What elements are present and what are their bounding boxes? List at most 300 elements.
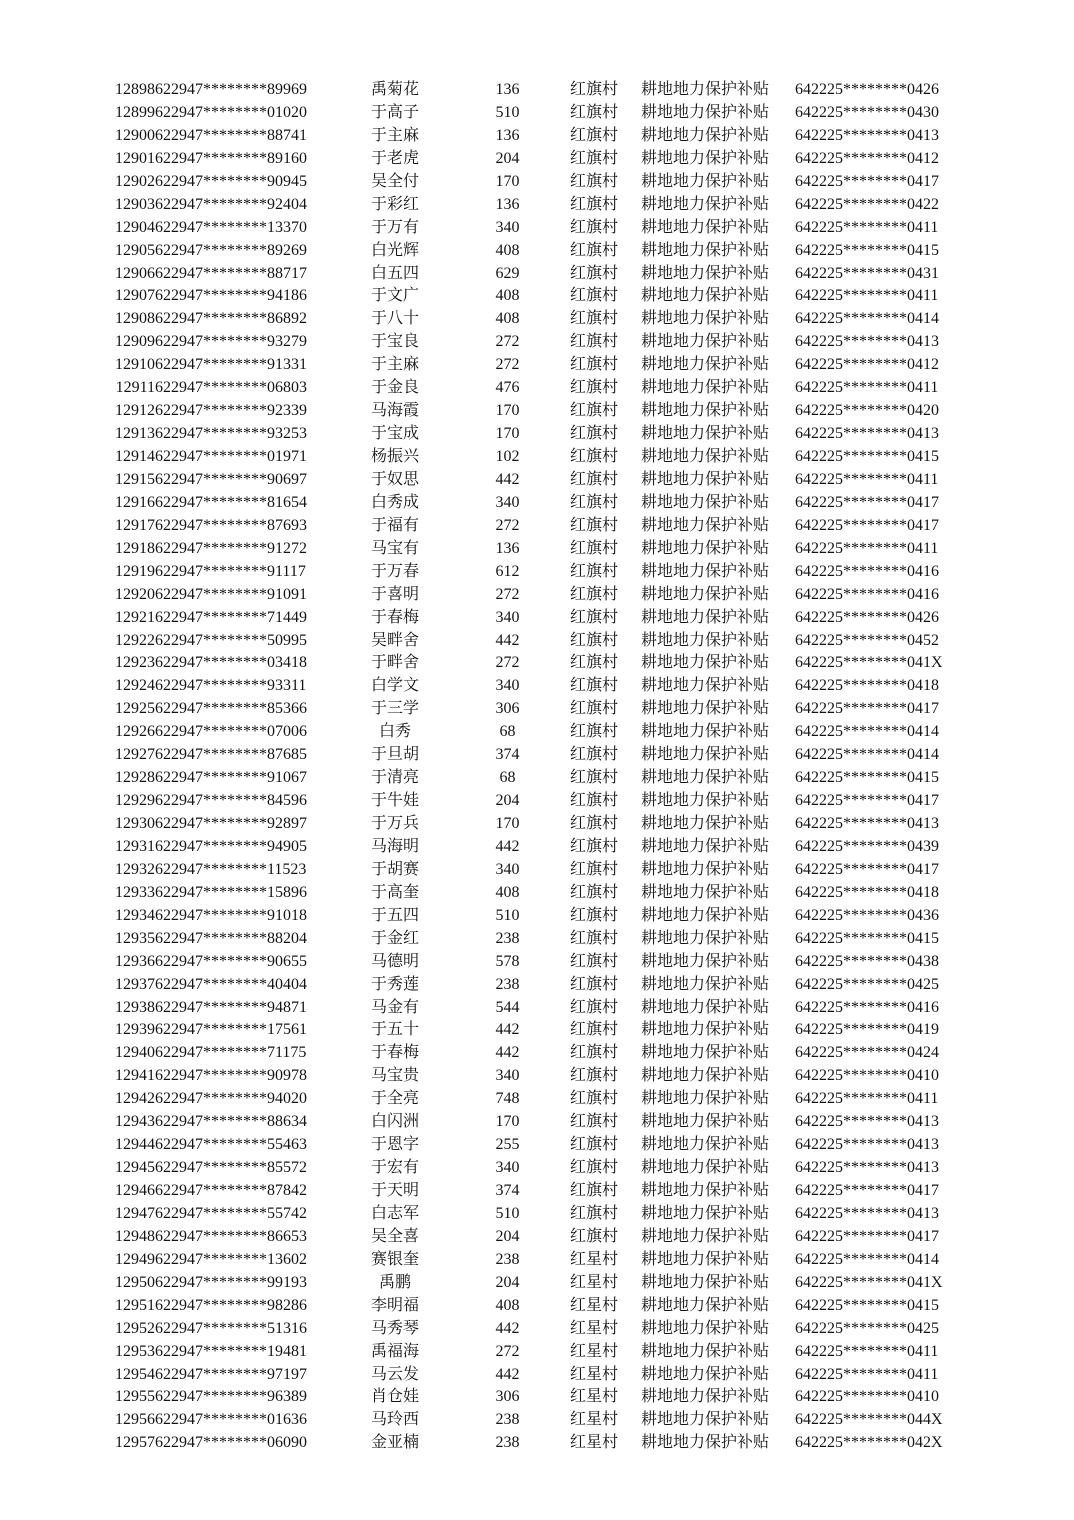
cell-id-number: 622947********13602 [155,1250,307,1268]
cell-account-number: 642225********0438 [795,952,939,970]
cell-village: 红旗村 [570,952,619,970]
cell-id-number: 622947********93311 [155,677,307,695]
table-row [95,377,965,400]
table-row [95,308,965,331]
cell-holder-name: 于春梅 [370,1044,419,1062]
cell-id-number: 622947********94020 [155,1090,307,1108]
cell-sequence-number: 12928 [115,769,155,787]
cell-subsidy-type: 耕地地力保护补贴 [640,425,769,443]
cell-id-number: 622947********40404 [155,975,307,993]
cell-id-number: 622947********92339 [155,402,307,420]
cell-amount: 68 [499,769,516,787]
table-row [95,561,965,584]
cell-subsidy-type: 耕地地力保护补贴 [640,1113,769,1131]
cell-subsidy-type: 耕地地力保护补贴 [640,1021,769,1039]
cell-village: 红旗村 [570,860,619,878]
cell-holder-name: 于宏有 [370,1159,419,1177]
cell-holder-name: 马宝有 [370,539,419,557]
cell-amount: 442 [495,1365,520,1383]
table-row [95,285,965,308]
cell-holder-name: 白五四 [370,264,419,282]
cell-account-number: 642225********0413 [795,425,939,443]
cell-holder-name: 马海霞 [370,402,419,420]
cell-subsidy-type: 耕地地力保护补贴 [640,1067,769,1085]
cell-village: 红旗村 [570,1227,619,1245]
table-row [95,148,965,171]
cell-sequence-number: 12910 [115,356,155,374]
cell-sequence-number: 12908 [115,310,155,328]
cell-subsidy-type: 耕地地力保护补贴 [640,1342,769,1360]
cell-sequence-number: 12926 [115,723,155,741]
cell-amount: 476 [495,379,520,397]
table-row [95,1111,965,1134]
cell-sequence-number: 12942 [115,1090,155,1108]
cell-id-number: 622947********90697 [155,470,307,488]
cell-holder-name: 马金有 [370,998,419,1016]
cell-amount: 272 [495,654,520,672]
cell-account-number: 642225********041X [795,654,943,672]
cell-id-number: 622947********89269 [155,241,307,259]
cell-sequence-number: 12945 [115,1159,155,1177]
cell-holder-name: 于五四 [370,906,419,924]
cell-village: 红旗村 [570,493,619,511]
cell-subsidy-type: 耕地地力保护补贴 [640,631,769,649]
cell-account-number: 642225********0410 [795,1388,939,1406]
table-row [95,492,965,515]
cell-id-number: 622947********81654 [155,493,307,511]
cell-id-number: 622947********90978 [155,1067,307,1085]
cell-village: 红旗村 [570,723,619,741]
cell-village: 红旗村 [570,1044,619,1062]
cell-village: 红星村 [570,1342,619,1360]
cell-sequence-number: 12936 [115,952,155,970]
cell-holder-name: 马宝贵 [370,1067,419,1085]
cell-holder-name: 白学文 [370,677,419,695]
cell-subsidy-type: 耕地地力保护补贴 [640,241,769,259]
cell-sequence-number: 12901 [115,149,155,167]
cell-village: 红旗村 [570,746,619,764]
cell-amount: 136 [495,539,520,557]
cell-subsidy-type: 耕地地力保护补贴 [640,1273,769,1291]
cell-subsidy-type: 耕地地力保护补贴 [640,470,769,488]
cell-amount: 544 [495,998,520,1016]
table-row [95,859,965,882]
cell-id-number: 622947********93279 [155,333,307,351]
cell-subsidy-type: 耕地地力保护补贴 [640,218,769,236]
cell-holder-name: 于全亮 [370,1090,419,1108]
cell-id-number: 622947********91067 [155,769,307,787]
cell-holder-name: 马玲西 [370,1411,419,1429]
cell-subsidy-type: 耕地地力保护补贴 [640,310,769,328]
cell-id-number: 622947********87693 [155,516,307,534]
cell-account-number: 642225********0424 [795,1044,939,1062]
cell-amount: 170 [495,172,520,190]
cell-subsidy-type: 耕地地力保护补贴 [640,883,769,901]
cell-account-number: 642225********0416 [795,998,939,1016]
cell-holder-name: 白秀成 [370,493,419,511]
cell-holder-name: 于奴思 [370,470,419,488]
cell-account-number: 642225********0413 [795,815,939,832]
cell-village: 红旗村 [570,172,619,190]
cell-holder-name: 于万兵 [370,815,419,832]
cell-holder-name: 吴全付 [370,172,419,190]
cell-id-number: 622947********91091 [155,585,307,603]
cell-account-number: 642225********0411 [795,1365,939,1383]
cell-account-number: 642225********0413 [795,1136,939,1154]
cell-id-number: 622947********94871 [155,998,307,1016]
cell-account-number: 642225********0417 [795,860,939,878]
cell-holder-name: 白闪洲 [370,1113,419,1131]
cell-subsidy-type: 耕地地力保护补贴 [640,333,769,351]
cell-holder-name: 白志军 [370,1204,419,1222]
cell-amount: 102 [495,448,520,465]
cell-subsidy-type: 耕地地力保护补贴 [640,1411,769,1429]
table-row [95,1180,965,1203]
cell-sequence-number: 12932 [115,860,155,878]
cell-amount: 170 [495,402,520,420]
cell-holder-name: 禹鹏 [378,1273,411,1291]
cell-village: 红旗村 [570,815,619,832]
cell-subsidy-type: 耕地地力保护补贴 [640,1136,769,1154]
cell-sequence-number: 12907 [115,287,155,305]
cell-sequence-number: 12909 [115,333,155,351]
table-row [95,1226,965,1249]
cell-account-number: 642225********0412 [795,149,939,167]
cell-subsidy-type: 耕地地力保护补贴 [640,264,769,282]
cell-id-number: 622947********19481 [155,1342,307,1360]
cell-amount: 272 [495,1342,520,1360]
cell-holder-name: 于秀莲 [370,975,419,993]
table-row [95,354,965,377]
table-row [95,790,965,813]
cell-subsidy-type: 耕地地力保护补贴 [640,1204,769,1222]
table-row [95,1065,965,1088]
cell-village: 红旗村 [570,792,619,810]
cell-sequence-number: 12943 [115,1113,155,1131]
cell-amount: 374 [495,746,520,764]
cell-subsidy-type: 耕地地力保护补贴 [640,815,769,832]
cell-village: 红旗村 [570,195,619,213]
cell-sequence-number: 12956 [115,1411,155,1429]
table-row [95,400,965,423]
cell-subsidy-type: 耕地地力保护补贴 [640,402,769,420]
cell-holder-name: 白秀 [378,723,411,741]
cell-amount: 340 [495,677,520,695]
cell-account-number: 642225********0426 [795,608,939,626]
cell-subsidy-type: 耕地地力保护补贴 [640,860,769,878]
cell-village: 红旗村 [570,1182,619,1199]
cell-sequence-number: 12899 [115,103,155,121]
table-row [95,1295,965,1318]
cell-amount: 340 [495,1159,520,1177]
cell-sequence-number: 12924 [115,677,155,695]
cell-sequence-number: 12917 [115,516,155,534]
cell-village: 红旗村 [570,402,619,420]
cell-holder-name: 于老虎 [370,149,419,167]
cell-amount: 136 [495,126,520,144]
cell-amount: 442 [495,631,520,649]
cell-village: 红旗村 [570,631,619,649]
cell-id-number: 622947********85572 [155,1159,307,1177]
cell-id-number: 622947********88717 [155,264,307,282]
table-row [95,698,965,721]
cell-id-number: 622947********55463 [155,1136,307,1154]
table-row [95,1341,965,1364]
cell-id-number: 622947********71449 [155,608,307,626]
cell-account-number: 642225********0430 [795,103,939,121]
cell-subsidy-type: 耕地地力保护补贴 [640,769,769,787]
cell-sequence-number: 12947 [115,1204,155,1222]
cell-subsidy-type: 耕地地力保护补贴 [640,1090,769,1108]
cell-sequence-number: 12898 [115,81,155,98]
cell-sequence-number: 12904 [115,218,155,236]
cell-subsidy-type: 耕地地力保护补贴 [640,103,769,121]
cell-account-number: 642225********0413 [795,1159,939,1177]
cell-account-number: 642225********0422 [795,195,939,213]
cell-sequence-number: 12911 [115,379,155,397]
cell-holder-name: 于胡赛 [370,860,419,878]
cell-holder-name: 于宝良 [370,333,419,351]
cell-account-number: 642225********0415 [795,769,939,787]
cell-subsidy-type: 耕地地力保护补贴 [640,356,769,374]
table-row [95,905,965,928]
cell-account-number: 642225********0436 [795,906,939,924]
cell-sequence-number: 12902 [115,172,155,190]
cell-account-number: 642225********041X [795,1273,943,1291]
table-row [95,767,965,790]
cell-amount: 272 [495,585,520,603]
cell-account-number: 642225********0452 [795,631,939,649]
cell-village: 红星村 [570,1319,619,1337]
table-row [95,1386,965,1409]
cell-holder-name: 于天明 [370,1182,419,1199]
cell-subsidy-type: 耕地地力保护补贴 [640,1296,769,1314]
cell-account-number: 642225********0413 [795,333,939,351]
cell-id-number: 622947********91272 [155,539,307,557]
cell-amount: 238 [495,929,520,947]
cell-subsidy-type: 耕地地力保护补贴 [640,1434,769,1452]
cell-holder-name: 于喜明 [370,585,419,603]
cell-sequence-number: 12951 [115,1296,155,1314]
cell-subsidy-type: 耕地地力保护补贴 [640,1250,769,1268]
table-row [95,997,965,1020]
cell-id-number: 622947********89969 [155,81,307,98]
table-row [95,1364,965,1387]
cell-subsidy-type: 耕地地力保护补贴 [640,585,769,603]
cell-amount: 238 [495,1411,520,1429]
cell-amount: 578 [495,952,520,970]
cell-village: 红旗村 [570,470,619,488]
cell-holder-name: 于万有 [370,218,419,236]
cell-holder-name: 马德明 [370,952,419,970]
cell-account-number: 642225********0417 [795,1182,939,1199]
cell-id-number: 622947********90945 [155,172,307,190]
cell-village: 红旗村 [570,425,619,443]
cell-village: 红旗村 [570,333,619,351]
table-row [95,675,965,698]
cell-id-number: 622947********01020 [155,103,307,121]
cell-sequence-number: 12933 [115,883,155,901]
cell-id-number: 622947********55742 [155,1204,307,1222]
cell-sequence-number: 12949 [115,1250,155,1268]
table-row [95,538,965,561]
cell-village: 红星村 [570,1365,619,1383]
cell-sequence-number: 12950 [115,1273,155,1291]
table-row [95,240,965,263]
cell-sequence-number: 12931 [115,837,155,855]
cell-village: 红旗村 [570,539,619,557]
cell-id-number: 622947********11523 [155,860,307,878]
cell-account-number: 642225********0425 [795,975,939,993]
cell-amount: 204 [495,149,520,167]
cell-sequence-number: 12920 [115,585,155,603]
table-row [95,1409,965,1432]
cell-subsidy-type: 耕地地力保护补贴 [640,1365,769,1383]
cell-account-number: 642225********0426 [795,81,939,98]
cell-account-number: 642225********0415 [795,241,939,259]
cell-village: 红旗村 [570,608,619,626]
cell-holder-name: 于彩红 [370,195,419,213]
cell-village: 红旗村 [570,837,619,855]
cell-village: 红旗村 [570,81,619,98]
cell-holder-name: 马海明 [370,837,419,855]
cell-holder-name: 马秀琴 [370,1319,419,1337]
cell-account-number: 642225********0417 [795,792,939,810]
cell-sequence-number: 12916 [115,493,155,511]
cell-village: 红旗村 [570,654,619,672]
cell-sequence-number: 12903 [115,195,155,213]
cell-sequence-number: 12925 [115,700,155,718]
cell-holder-name: 白光辉 [370,241,419,259]
subsidy-table [95,79,965,1455]
cell-sequence-number: 12912 [115,402,155,420]
cell-subsidy-type: 耕地地力保护补贴 [640,929,769,947]
cell-sequence-number: 12929 [115,792,155,810]
table-row [95,217,965,240]
cell-id-number: 622947********98286 [155,1296,307,1314]
cell-subsidy-type: 耕地地力保护补贴 [640,677,769,695]
cell-holder-name: 于春梅 [370,608,419,626]
cell-holder-name: 于主麻 [370,356,419,374]
table-row [95,263,965,286]
cell-account-number: 642225********0417 [795,700,939,718]
cell-id-number: 622947********01971 [155,448,307,465]
cell-account-number: 642225********0439 [795,837,939,855]
cell-amount: 170 [495,1113,520,1131]
cell-account-number: 642225********0431 [795,264,939,282]
cell-account-number: 642225********0415 [795,448,939,465]
cell-sequence-number: 12941 [115,1067,155,1085]
table-row [95,744,965,767]
cell-village: 红旗村 [570,1136,619,1154]
cell-amount: 510 [495,1204,520,1222]
cell-amount: 408 [495,1296,520,1314]
cell-subsidy-type: 耕地地力保护补贴 [640,998,769,1016]
cell-id-number: 622947********15896 [155,883,307,901]
cell-amount: 340 [495,860,520,878]
table-row [95,836,965,859]
cell-amount: 510 [495,906,520,924]
cell-id-number: 622947********92404 [155,195,307,213]
cell-account-number: 642225********0411 [795,1342,939,1360]
cell-account-number: 642225********0413 [795,126,939,144]
cell-subsidy-type: 耕地地力保护补贴 [640,1044,769,1062]
cell-id-number: 622947********91331 [155,356,307,374]
cell-holder-name: 禹福海 [370,1342,419,1360]
cell-id-number: 622947********03418 [155,654,307,672]
cell-account-number: 642225********0425 [795,1319,939,1337]
cell-sequence-number: 12946 [115,1182,155,1199]
cell-holder-name: 于五十 [370,1021,419,1039]
cell-village: 红旗村 [570,287,619,305]
cell-account-number: 642225********0417 [795,1227,939,1245]
table-row [95,630,965,653]
cell-id-number: 622947********17561 [155,1021,307,1039]
cell-amount: 306 [495,1388,520,1406]
cell-account-number: 642225********0415 [795,929,939,947]
cell-sequence-number: 12944 [115,1136,155,1154]
cell-subsidy-type: 耕地地力保护补贴 [640,562,769,580]
table-row [95,331,965,354]
cell-id-number: 622947********88741 [155,126,307,144]
cell-subsidy-type: 耕地地力保护补贴 [640,1319,769,1337]
cell-amount: 442 [495,837,520,855]
table-row [95,423,965,446]
cell-subsidy-type: 耕地地力保护补贴 [640,975,769,993]
cell-amount: 272 [495,516,520,534]
cell-account-number: 642225********0417 [795,493,939,511]
cell-account-number: 642225********0411 [795,470,939,488]
cell-sequence-number: 12900 [115,126,155,144]
cell-holder-name: 肖仓娃 [370,1388,419,1406]
cell-village: 红旗村 [570,562,619,580]
cell-holder-name: 吴畔舍 [370,631,419,649]
cell-account-number: 642225********0411 [795,287,939,305]
cell-subsidy-type: 耕地地力保护补贴 [640,195,769,213]
cell-sequence-number: 12914 [115,448,155,465]
cell-sequence-number: 12940 [115,1044,155,1062]
cell-subsidy-type: 耕地地力保护补贴 [640,792,769,810]
cell-amount: 238 [495,975,520,993]
cell-id-number: 622947********91117 [155,562,306,580]
cell-village: 红旗村 [570,929,619,947]
cell-subsidy-type: 耕地地力保护补贴 [640,448,769,465]
cell-sequence-number: 12913 [115,425,155,443]
cell-amount: 510 [495,103,520,121]
table-row [95,1318,965,1341]
table-row [95,813,965,836]
cell-subsidy-type: 耕地地力保护补贴 [640,906,769,924]
cell-id-number: 622947********84596 [155,792,307,810]
cell-id-number: 622947********94186 [155,287,307,305]
cell-subsidy-type: 耕地地力保护补贴 [640,172,769,190]
cell-amount: 170 [495,425,520,443]
cell-holder-name: 吴全喜 [370,1227,419,1245]
cell-subsidy-type: 耕地地力保护补贴 [640,837,769,855]
cell-subsidy-type: 耕地地力保护补贴 [640,126,769,144]
table-row [95,1019,965,1042]
cell-sequence-number: 12906 [115,264,155,282]
cell-sequence-number: 12937 [115,975,155,993]
cell-village: 红旗村 [570,379,619,397]
cell-amount: 238 [495,1434,520,1452]
cell-subsidy-type: 耕地地力保护补贴 [640,149,769,167]
cell-amount: 374 [495,1182,520,1199]
cell-account-number: 642225********0414 [795,1250,939,1268]
cell-account-number: 642225********0417 [795,172,939,190]
cell-amount: 408 [495,241,520,259]
cell-account-number: 642225********0420 [795,402,939,420]
